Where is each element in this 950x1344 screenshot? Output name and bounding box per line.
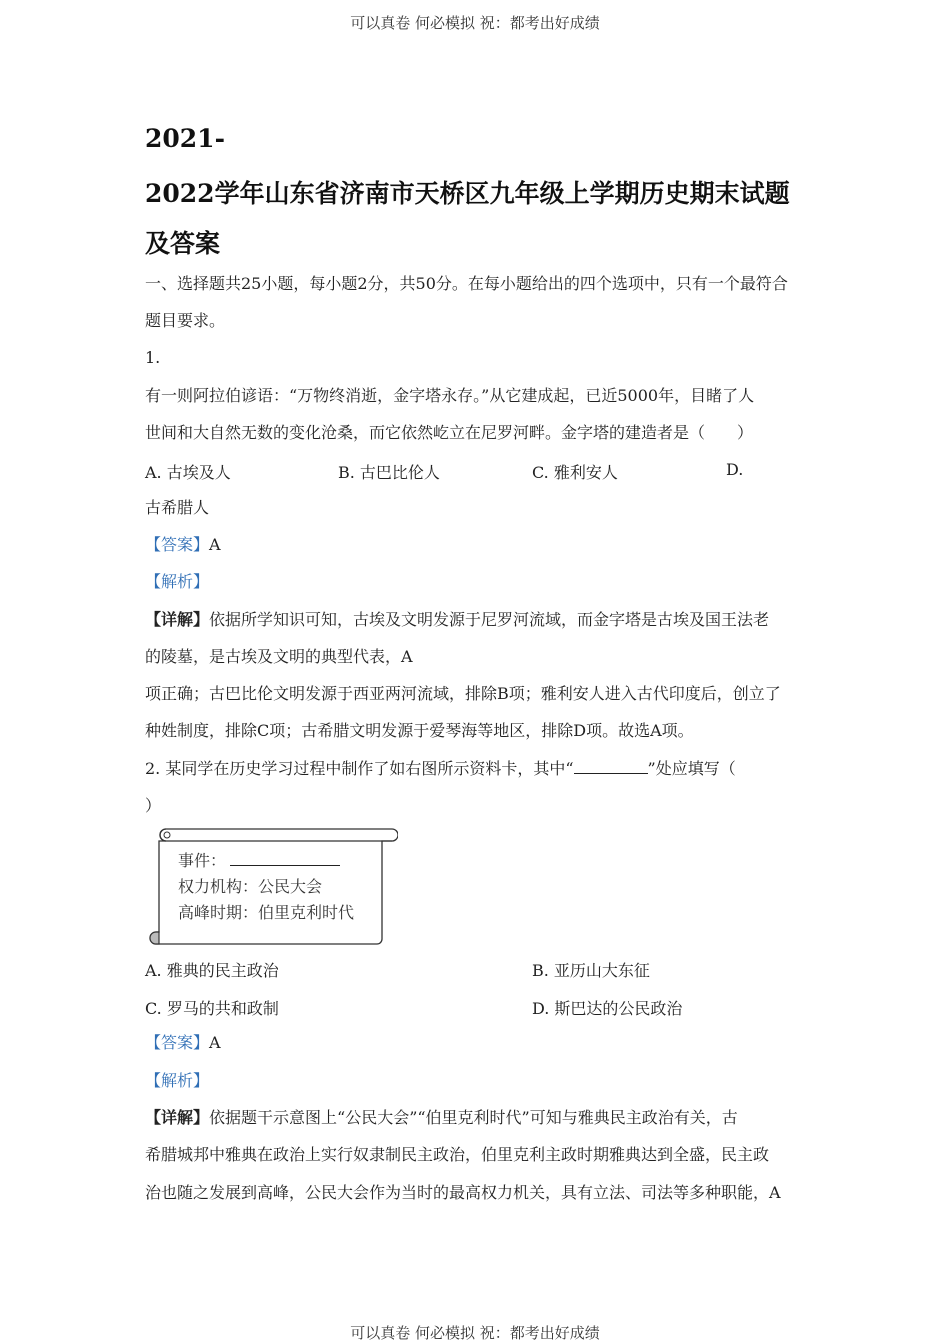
page-header: 可以真卷 何必模拟 祝：都考出好成绩 xyxy=(350,14,600,32)
q2-detail-2: 希腊城邦中雅典在政治上实行奴隶制民主政治，伯里克利主政时期雅典达到全盛，民主政 xyxy=(145,1145,770,1164)
answer-value: A xyxy=(209,1033,221,1052)
q1-option-d: D. xyxy=(726,460,744,479)
q2-option-b: B. 亚历山大东征 xyxy=(532,961,650,980)
q2-detail-1 xyxy=(145,1108,738,1128)
q1-option-c: C. 雅利安人 xyxy=(532,463,618,482)
q2-blank xyxy=(574,759,648,774)
q1-option-b: B. 古巴比伦人 xyxy=(338,463,440,482)
section-instructions-2: 题目要求。 xyxy=(145,311,226,330)
q1-detail-4: 种姓制度，排除C项；古希腊文明发源于爱琴海等地区，排除D项。故选A项。 xyxy=(145,721,694,740)
answer-label: 【答案】 xyxy=(145,535,210,554)
q1-detail-3: 项正确；古巴比伦文明发源于西亚两河流域，排除B项；雅利安人进入古代印度后，创立了 xyxy=(145,684,781,703)
title-line-2: 2022学年山东省济南市天桥区九年级上学期历史期末试题 xyxy=(145,179,790,208)
card-event-line xyxy=(178,848,340,871)
q2-stem-after: ”处应填写（ xyxy=(647,759,736,778)
q2-option-a: A. 雅典的民主政治 xyxy=(145,961,279,980)
q1-analysis-label: 【解析】 xyxy=(145,572,210,591)
q2-stem-before: 2. 某同学在历史学习过程中制作了如右图所示资料卡，其中“ xyxy=(145,759,574,778)
detail-label: 【详解】 xyxy=(145,610,210,629)
q1-stem-2: 世间和大自然无数的变化沧桑，而它依然屹立在尼罗河畔。金字塔的建造者是（ ） xyxy=(145,423,754,442)
card-event-label: 事件： xyxy=(178,851,227,870)
q1-detail-1 xyxy=(145,610,769,630)
card-power-line: 权力机构：公民大会 xyxy=(178,877,323,896)
page-footer: 可以真卷 何必模拟 祝：都考出好成绩 xyxy=(350,1324,600,1342)
q2-analysis-label: 【解析】 xyxy=(145,1071,210,1090)
answer-value: A xyxy=(209,535,221,554)
q2-stem-2: ） xyxy=(145,796,162,815)
detail-label: 【详解】 xyxy=(145,1108,210,1127)
q2-stem-1 xyxy=(145,759,736,779)
q1-option-d-text: 古希腊人 xyxy=(145,498,210,517)
q2-detail-3: 治也随之发展到高峰，公民大会作为当时的最高权力机关，具有立法、司法等多种职能，A xyxy=(145,1183,781,1202)
title-line-3: 及答案 xyxy=(145,229,221,258)
data-card-scroll xyxy=(146,826,398,948)
q1-option-a: A. 古埃及人 xyxy=(145,463,231,482)
q2-answer xyxy=(145,1033,221,1053)
q1-detail-2: 的陵墓，是古埃及文明的典型代表，A xyxy=(145,647,413,666)
detail-text: 依据所学知识可知，古埃及文明发源于尼罗河流域，而金字塔是古埃及国王法老 xyxy=(209,610,770,629)
card-event-blank xyxy=(230,851,340,866)
q1-stem-1: 有一则阿拉伯谚语：“万物终消逝，金字塔永存。”从它建成起，已近5000年，目睹了人 xyxy=(145,386,755,405)
q2-option-d: D. 斯巴达的公民政治 xyxy=(532,999,683,1018)
section-instructions-1: 一、选择题共25小题，每小题2分，共50分。在每小题给出的四个选项中，只有一个最符合 xyxy=(145,274,788,293)
q1-answer xyxy=(145,535,221,555)
answer-label: 【答案】 xyxy=(145,1033,210,1052)
title-line-1: 2021- xyxy=(145,124,225,153)
detail-text: 依据题干示意图上“公民大会”“伯里克利时代”可知与雅典民主政治有关，古 xyxy=(209,1108,738,1127)
q1-number: 1. xyxy=(145,348,161,367)
card-peak-line: 高峰时期：伯里克利时代 xyxy=(178,903,355,922)
q2-option-c: C. 罗马的共和政制 xyxy=(145,999,279,1018)
